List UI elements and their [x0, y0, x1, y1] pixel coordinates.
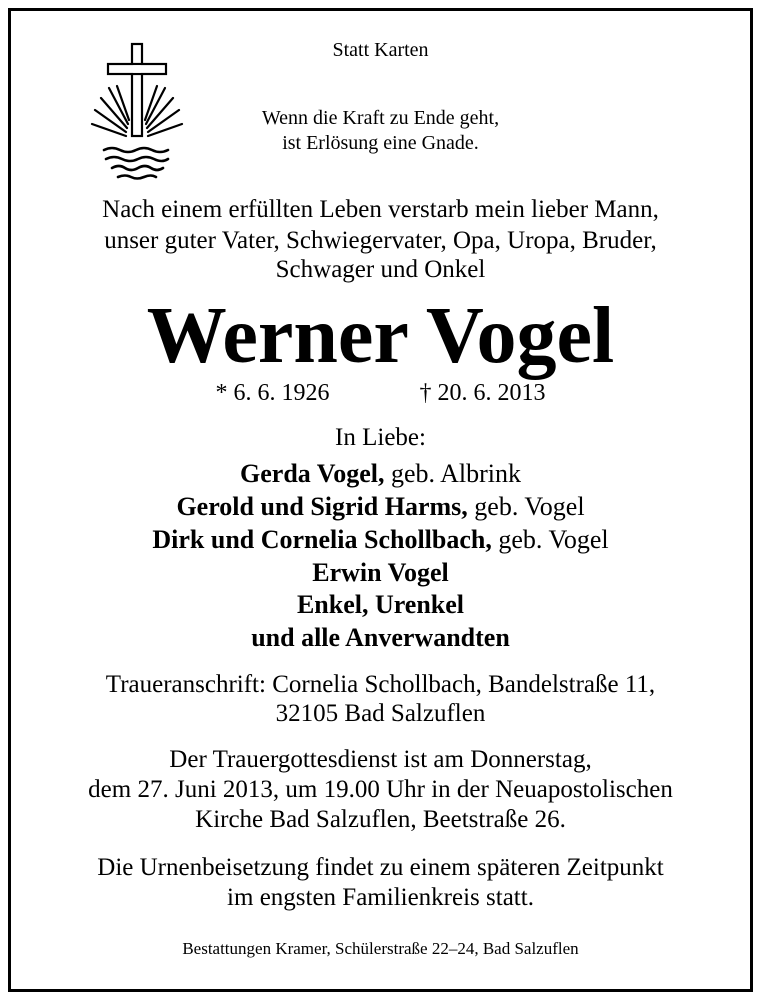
service-line-1: Der Trauergottesdienst ist am Donnerstag, [169, 746, 592, 773]
statt-karten-label: Statt Karten [332, 39, 429, 61]
intro-line-2: unser guter Vater, Schwiegervater, Opa, Uropa, Bruder, [104, 227, 657, 254]
quote-line-1: Wenn die Kraft zu Ende geht, [261, 107, 500, 129]
life-dates [0, 381, 761, 405]
death-date: † 20. 6. 2013 [419, 380, 546, 406]
deceased-name: Werner Vogel [146, 292, 615, 380]
mourner-suffix: geb. Vogel [491, 525, 609, 554]
service-line-3: Kirche Bad Salzuflen, Beetstraße 26. [195, 806, 566, 833]
mourner-entry [0, 494, 761, 520]
burial-line-2: im engsten Familienkreis statt. [227, 884, 534, 911]
address-line-2: 32105 Bad Salzuflen [275, 700, 486, 727]
mourner-name: Gerda Vogel, [240, 459, 385, 488]
mourners-heading: In Liebe: [335, 424, 426, 451]
mourner-name: Gerold und Sigrid Harms, [176, 492, 468, 521]
undertaker-footer: Bestattungen Kramer, Schülerstraße 22–24, Bad Salzuflen [182, 939, 579, 958]
mourner-suffix: geb. Albrink [384, 459, 521, 488]
mourner-entry [0, 527, 761, 553]
mourner-entry [0, 461, 761, 487]
mourner-name: Enkel, Urenkel [296, 590, 465, 619]
mourner-name: Dirk und Cornelia Schollbach, [152, 525, 492, 554]
quote-line-2: ist Erlösung eine Gnade. [282, 132, 479, 154]
birth-date: * 6. 6. 1926 [215, 380, 330, 406]
intro-line-1: Nach einem erfüllten Leben verstarb mein lieber Mann, [102, 196, 659, 223]
intro-line-3: Schwager und Onkel [275, 256, 486, 283]
burial-line-1: Die Urnenbeisetzung findet zu einem späteren Zeitpunkt [97, 854, 664, 881]
mourner-entry [0, 625, 761, 651]
mourner-name: Erwin Vogel [312, 558, 449, 587]
mourner-name: und alle Anverwandten [251, 623, 510, 652]
mourner-entry [0, 560, 761, 586]
mourner-suffix: geb. Vogel [467, 492, 585, 521]
address-line-1: Traueranschrift: Cornelia Schollbach, Bandelstraße 11, [105, 671, 656, 698]
service-line-2: dem 27. Juni 2013, um 19.00 Uhr in der Neuapostolischen [88, 776, 673, 803]
mourner-entry [0, 592, 761, 618]
